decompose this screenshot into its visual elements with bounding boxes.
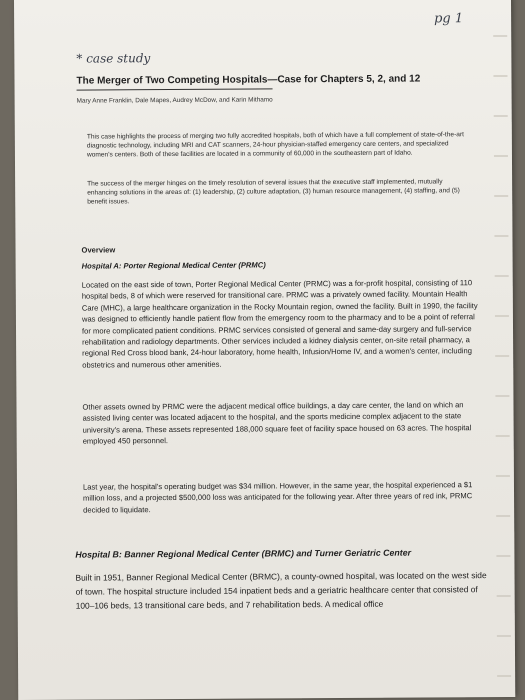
hospital-b-heading: Hospital B: Banner Regional Medical Center (BRMC) and Turner Geriatric Center <box>75 547 412 560</box>
page-edge-shadow <box>493 0 511 697</box>
intro-paragraph-2: The success of the merger hinges on the timely resolution of several issues that the executive staff implemented, mutually enhancing solutions in the areas of: (1) leadership, (2) culture adaptation, (3) human resource management, (4) staffing, and (5) benefit issues. <box>87 178 460 206</box>
prmc-paragraph-3: Last year, the hospital's operating budget was $34 million. However, in the same year, the hospital experienced a $1 million loss, and a projected $500,000 loss was anticipated for the following year. After three years of red ink, PRMC decided to liquidate. <box>82 480 473 515</box>
prmc-paragraph-1: Located on the east side of town, Porter Regional Medical Center (PRMC) was a for-profit hospital, consisting of 110 hospital beds, 8 of which were reserved for transitional care. PRMC was a privately owned facility. Mountain Health Care (MHC), a large healthcare organization in the Rocky Mountain region, owned the facility. Built in 1990, the facility was designed to efficiently handle patient flow from the emergency room to the pharmacy and to be a point of referral for more complicated patient conditions. PRMC services consisted of general and same-day surgery and full-service rehabilitation and radiology departments. Other services included a kidney dialysis center, on-site retail pharmacy, a regional Red Cross blood bank, 24-hour laboratory, home health, Infusion/Home IV, and a women's center, including obstetrics and numerous other amenities. <box>81 278 478 370</box>
prmc-paragraph-2: Other assets owned by PRMC were the adjacent medical office buildings, a day care center, the land on which an assisted living center was located adjacent to the hospital, and the sports medicine complex adjacent to the state university's arena. These assets represented 188,000 square feet of facility space housed on 63 acres. The hospital employed 450 personnel. <box>82 400 472 446</box>
handwritten-page-number: pg 1 <box>434 11 464 27</box>
brmc-paragraph-1: Built in 1951, Banner Regional Medical Center (BRMC), a county-owned hospital, was located on the west side of town. The hospital structure included 154 inpatient beds and a geriatric healthcare center that consisted of 100–106 beds, 13 transitional care beds, and 7 rehabilitation beds. A medical office <box>75 570 487 611</box>
handwritten-underline <box>77 88 273 90</box>
overview-heading: Overview <box>81 245 116 255</box>
intro-paragraph-1: This case highlights the process of merging two fully accredited hospitals, both of which have a full complement of state-of-the-art diagnostic technology, including MRI and CAT scanners, 24-hour physician-staffed emergency care centers, and specialized women's centers. Both of these facilities are located in a community of 60,000 in the southeastern part of Idaho. <box>86 131 464 159</box>
case-authors: Mary Anne Franklin, Dale Mapes, Audrey McDow, and Karin Mithamo <box>76 96 273 105</box>
case-title: The Merger of Two Competing Hospitals—Case for Chapters 5, 2, and 12 <box>76 73 421 87</box>
handwritten-case-study-note: * case study <box>76 51 151 66</box>
hospital-a-heading: Hospital A: Porter Regional Medical Center (PRMC) <box>81 260 266 271</box>
document-page <box>14 0 515 700</box>
